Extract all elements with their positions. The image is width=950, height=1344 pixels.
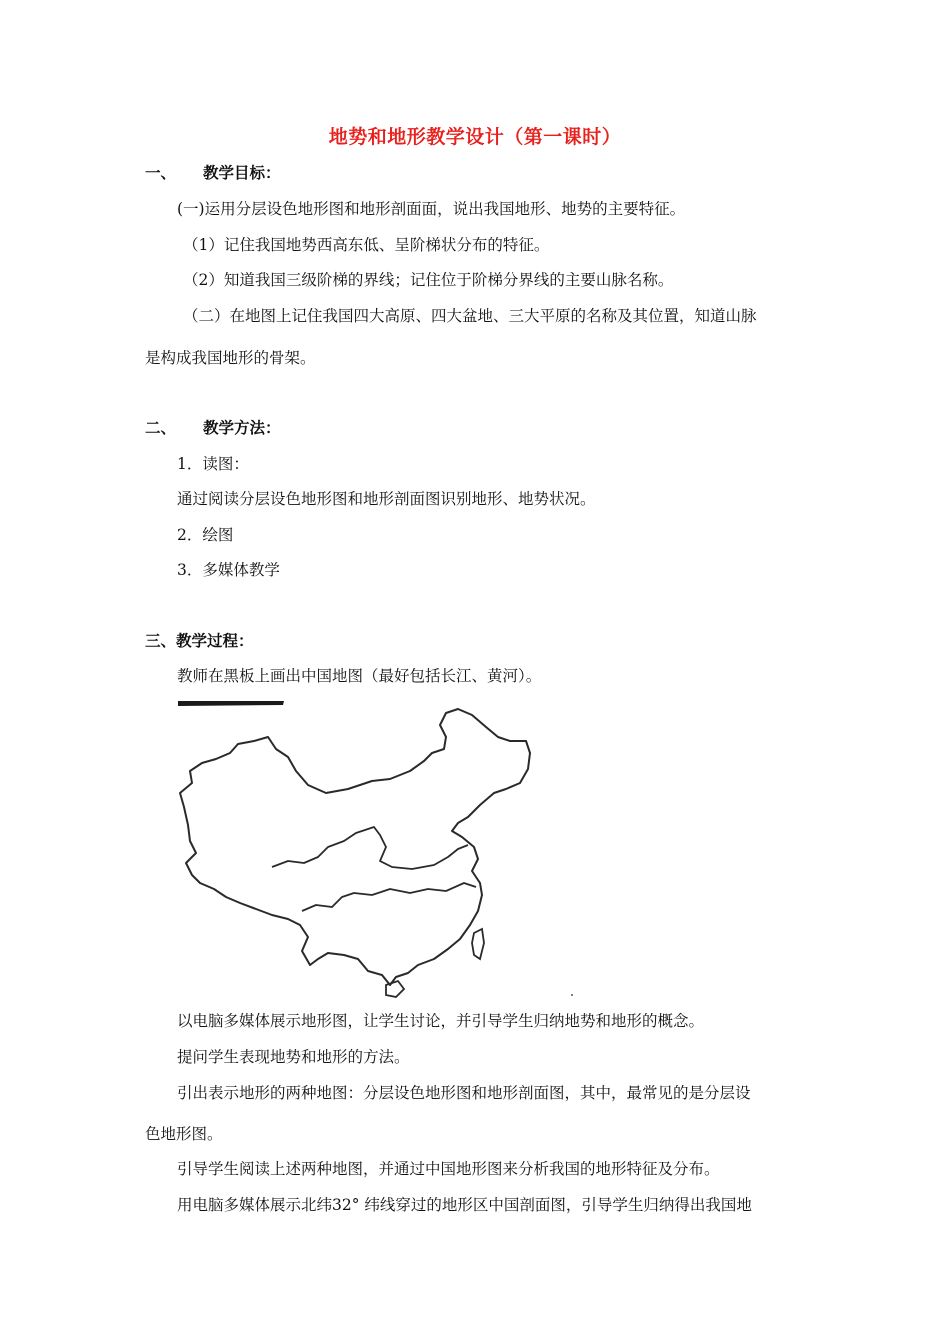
list-item: 3．多媒体教学 <box>177 561 280 579</box>
map-mark-dot <box>571 994 573 996</box>
section-heading-objectives <box>145 163 281 183</box>
yellow-river-line <box>272 827 468 869</box>
china-outline-map <box>176 697 576 999</box>
paragraph: 教师在黑板上画出中国地图（最好包括长江、黄河）。 <box>177 667 542 685</box>
paragraph: 用电脑多媒体展示北纬32° 纬线穿过的地形区中国剖面图，引导学生归纳得出我国地 <box>177 1196 752 1214</box>
paragraph: 引导学生阅读上述两种地图，并通过中国地形图来分析我国的地形特征及分布。 <box>177 1160 720 1178</box>
section-label: 教学方法： <box>203 419 281 437</box>
paragraph: 提问学生表现地势和地形的方法。 <box>177 1048 410 1066</box>
section-number: 一、 <box>145 164 177 182</box>
taiwan-island <box>472 929 484 959</box>
section-heading-methods <box>145 418 281 438</box>
document-title: 地势和地形教学设计（第一课时） <box>328 126 622 148</box>
paragraph: 是构成我国地形的骨架。 <box>145 349 316 367</box>
hainan-island <box>386 981 404 997</box>
list-item: 2．绘图 <box>177 526 234 544</box>
paragraph: 色地形图。 <box>145 1125 223 1143</box>
section-label: 教学目标： <box>203 164 281 182</box>
paragraph: 引出表示地形的两种地图：分层设色地形图和地形剖面图，其中，最常见的是分层设 <box>177 1084 751 1102</box>
paragraph: （1）记住我国地势西高东低、呈阶梯状分布的特征。 <box>183 236 550 254</box>
paragraph: (一)运用分层设色地形图和地形剖面面，说出我国地形、地势的主要特征。 <box>177 200 686 218</box>
paragraph: （二）在地图上记住我国四大高原、四大盆地、三大平原的名称及其位置，知道山脉 <box>183 307 757 325</box>
paragraph: 通过阅读分层设色地形图和地形剖面图识别地形、地势状况。 <box>177 490 596 508</box>
section-number: 二、 <box>145 419 177 437</box>
yangtze-river-line <box>302 883 476 911</box>
section-heading-process: 三、教学过程： <box>145 632 254 650</box>
chalk-line <box>178 701 284 706</box>
country-border <box>180 709 530 985</box>
paragraph: （2）知道我国三级阶梯的界线；记住位于阶梯分界线的主要山脉名称。 <box>183 271 674 289</box>
paragraph: 以电脑多媒体展示地形图，让学生讨论，并引导学生归纳地势和地形的概念。 <box>177 1012 705 1030</box>
list-item: 1．读图： <box>177 455 249 473</box>
